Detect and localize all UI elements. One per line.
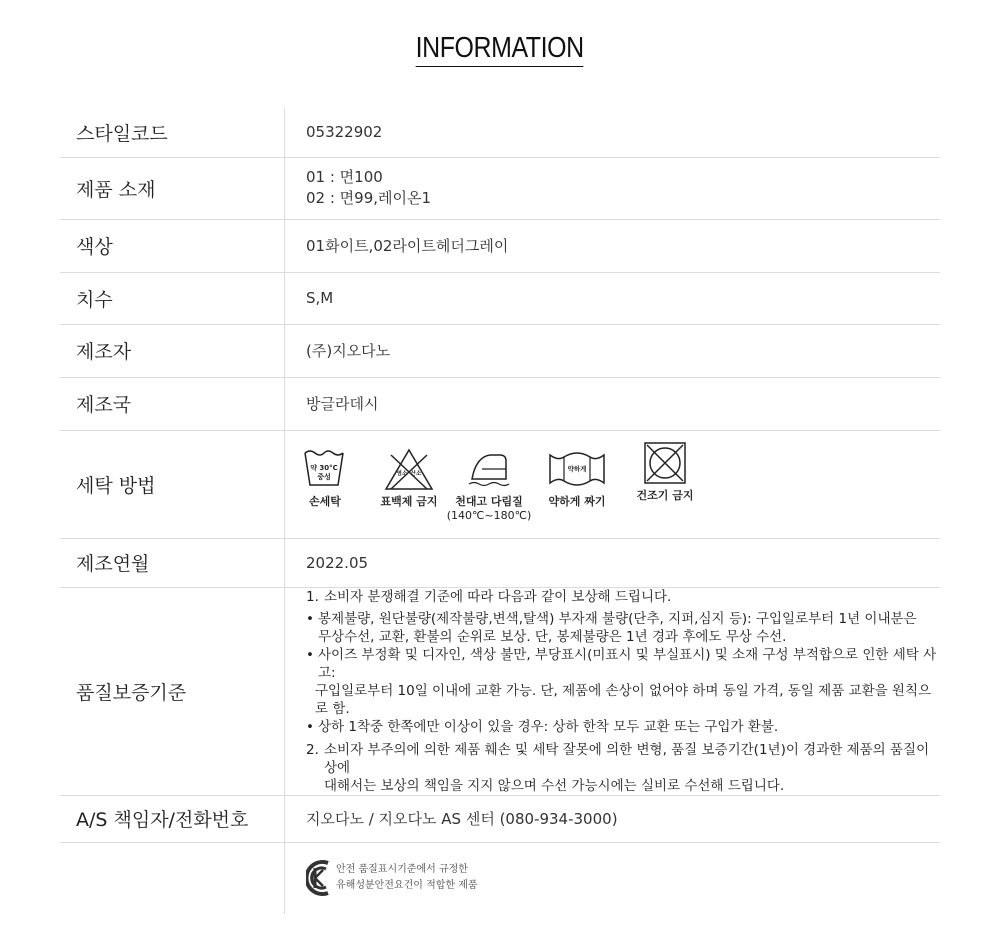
bullet-dot: • [306, 646, 314, 663]
kc-line-2: 유해성분안전요건이 적합한 제품 [336, 880, 478, 892]
material-line-2: 02 : 면99,레이온1 [306, 189, 432, 207]
label-style-code: 스타일코드 [60, 108, 285, 157]
row-mfg-date [60, 538, 940, 587]
info-table [60, 108, 940, 914]
caption-iron: 천대고 다림질 [455, 495, 523, 508]
label-washing: 세탁 방법 [60, 430, 285, 538]
kc-line-1: 안전 품질표시기준에서 규정한 [336, 864, 468, 876]
value-color: 01화이트,02라이트헤더그레이 [285, 219, 941, 272]
value-washing [285, 430, 941, 538]
caption-no-bleach: 표백제 금지 [380, 495, 438, 508]
caption-hand-wash: 손세탁 [309, 495, 341, 508]
kc-mark [306, 860, 940, 896]
quality-item-1 [306, 588, 940, 606]
no-tumble-dry-icon [643, 441, 687, 485]
value-country: 방글라데시 [285, 377, 941, 430]
page-title-wrap [0, 30, 1000, 67]
quality-bullet-3-a: 상하 1착중 한쪽에만 이상이 있을 경우: 상하 한착 모두 교환 또는 구입가 환불. [318, 718, 779, 735]
caption-gentle-wring: 약하게 짜기 [548, 495, 606, 508]
row-material [60, 157, 940, 219]
care-hand-wash [306, 447, 344, 509]
quality-text-2-a: 소비자 부주의에 의한 제품 훼손 및 세탁 잘못에 의한 변형, 품질 보증기간(1년)이 경과한 제품의 품질이상에 [324, 741, 930, 776]
quality-num-2: 2. [306, 741, 319, 758]
label-as: A/S 책임자/전화번호 [60, 795, 285, 842]
value-as: 지오다노 / 지오다노 AS 센터 (080-934-3000) [285, 795, 941, 842]
value-size: S,M [285, 272, 941, 324]
quality-bullet-1-a: 봉제불량, 원단불량(제작불량,변색,탈색) 부자재 불량(단추, 지퍼,심지 등): 구입일로부터 1년 이내분은 [318, 610, 917, 627]
bullet-dot: • [306, 610, 314, 627]
quality-bullet-2-a: 사이즈 부정확 및 디자인, 색상 불만, 부당표시(미표시 및 부실표시) 및 소재 구성 부적합으로 인한 세탁 사고: [318, 646, 937, 681]
no-bleach-chlorine: 염소 [396, 471, 408, 477]
bullet-dot: • [306, 718, 314, 735]
hand-wash-icon [302, 447, 346, 491]
label-quality: 품질보증기준 [60, 587, 285, 795]
quality-text-2-b: 대해서는 보상의 책임을 지지 않으며 수선 가능시에는 실비로 수선해 드립니다. [324, 777, 785, 794]
label-material: 제품 소재 [60, 157, 285, 219]
hand-wash-temp: 약 30°C [309, 464, 338, 472]
page-title: INFORMATION [416, 30, 584, 67]
label-kc-empty [60, 842, 285, 914]
quality-bullet-1 [306, 610, 940, 628]
quality-terms [306, 588, 940, 795]
hand-wash-neutral: 중성 [316, 473, 331, 481]
kc-text [336, 862, 478, 894]
quality-text-1: 소비자 분쟁해결 기준에 따라 다음과 같이 보상해 드립니다. [324, 588, 672, 605]
material-line-1: 01 : 면100 [306, 168, 383, 186]
care-icons [306, 445, 940, 523]
care-no-bleach [378, 447, 440, 509]
label-color: 색상 [60, 219, 285, 272]
care-iron [446, 447, 532, 523]
label-country: 제조국 [60, 377, 285, 430]
quality-bullet-2 [306, 646, 940, 682]
quality-bullet-2-b: 구입일로부터 10일 이내에 교환 가능. 단, 제품에 손상이 없어야 하며 동일 가격, 동일 제품 교환을 원칙으로 함. [315, 682, 932, 717]
care-no-tumble-dry [630, 447, 700, 503]
label-maker: 제조자 [60, 324, 285, 377]
value-style-code: 05322902 [285, 108, 941, 157]
quality-item-2 [306, 741, 940, 777]
kc-certification-icon [306, 860, 332, 896]
caption-no-tumble-dry: 건조기 금지 [636, 489, 694, 502]
row-quality [60, 587, 940, 795]
row-country [60, 377, 940, 430]
value-maker: (주)지오다노 [285, 324, 941, 377]
quality-bullet-1-b: 무상수선, 교환, 환불의 순위로 보상. 단, 봉제불량은 1년 경과 후에도 무상 수선. [318, 628, 787, 645]
quality-num-1: 1. [306, 588, 319, 605]
row-size [60, 272, 940, 324]
care-gentle-wring [542, 447, 612, 509]
row-style-code [60, 108, 940, 157]
no-bleach-icon [383, 447, 435, 491]
label-size: 치수 [60, 272, 285, 324]
row-maker [60, 324, 940, 377]
value-mfg-date: 2022.05 [285, 538, 941, 587]
iron-icon [464, 447, 514, 491]
row-washing [60, 430, 940, 538]
quality-bullet-3 [306, 718, 940, 736]
gentle-wring-text: 약하게 [567, 465, 587, 473]
caption-iron-temp: (140℃~180℃) [446, 509, 532, 522]
value-kc [285, 842, 941, 914]
gentle-wring-icon [546, 447, 608, 491]
row-as [60, 795, 940, 842]
row-kc [60, 842, 940, 914]
no-bleach-oxygen: 산소 [410, 471, 422, 477]
value-quality [285, 587, 941, 795]
value-material [285, 157, 941, 219]
row-color [60, 219, 940, 272]
label-mfg-date: 제조연월 [60, 538, 285, 587]
